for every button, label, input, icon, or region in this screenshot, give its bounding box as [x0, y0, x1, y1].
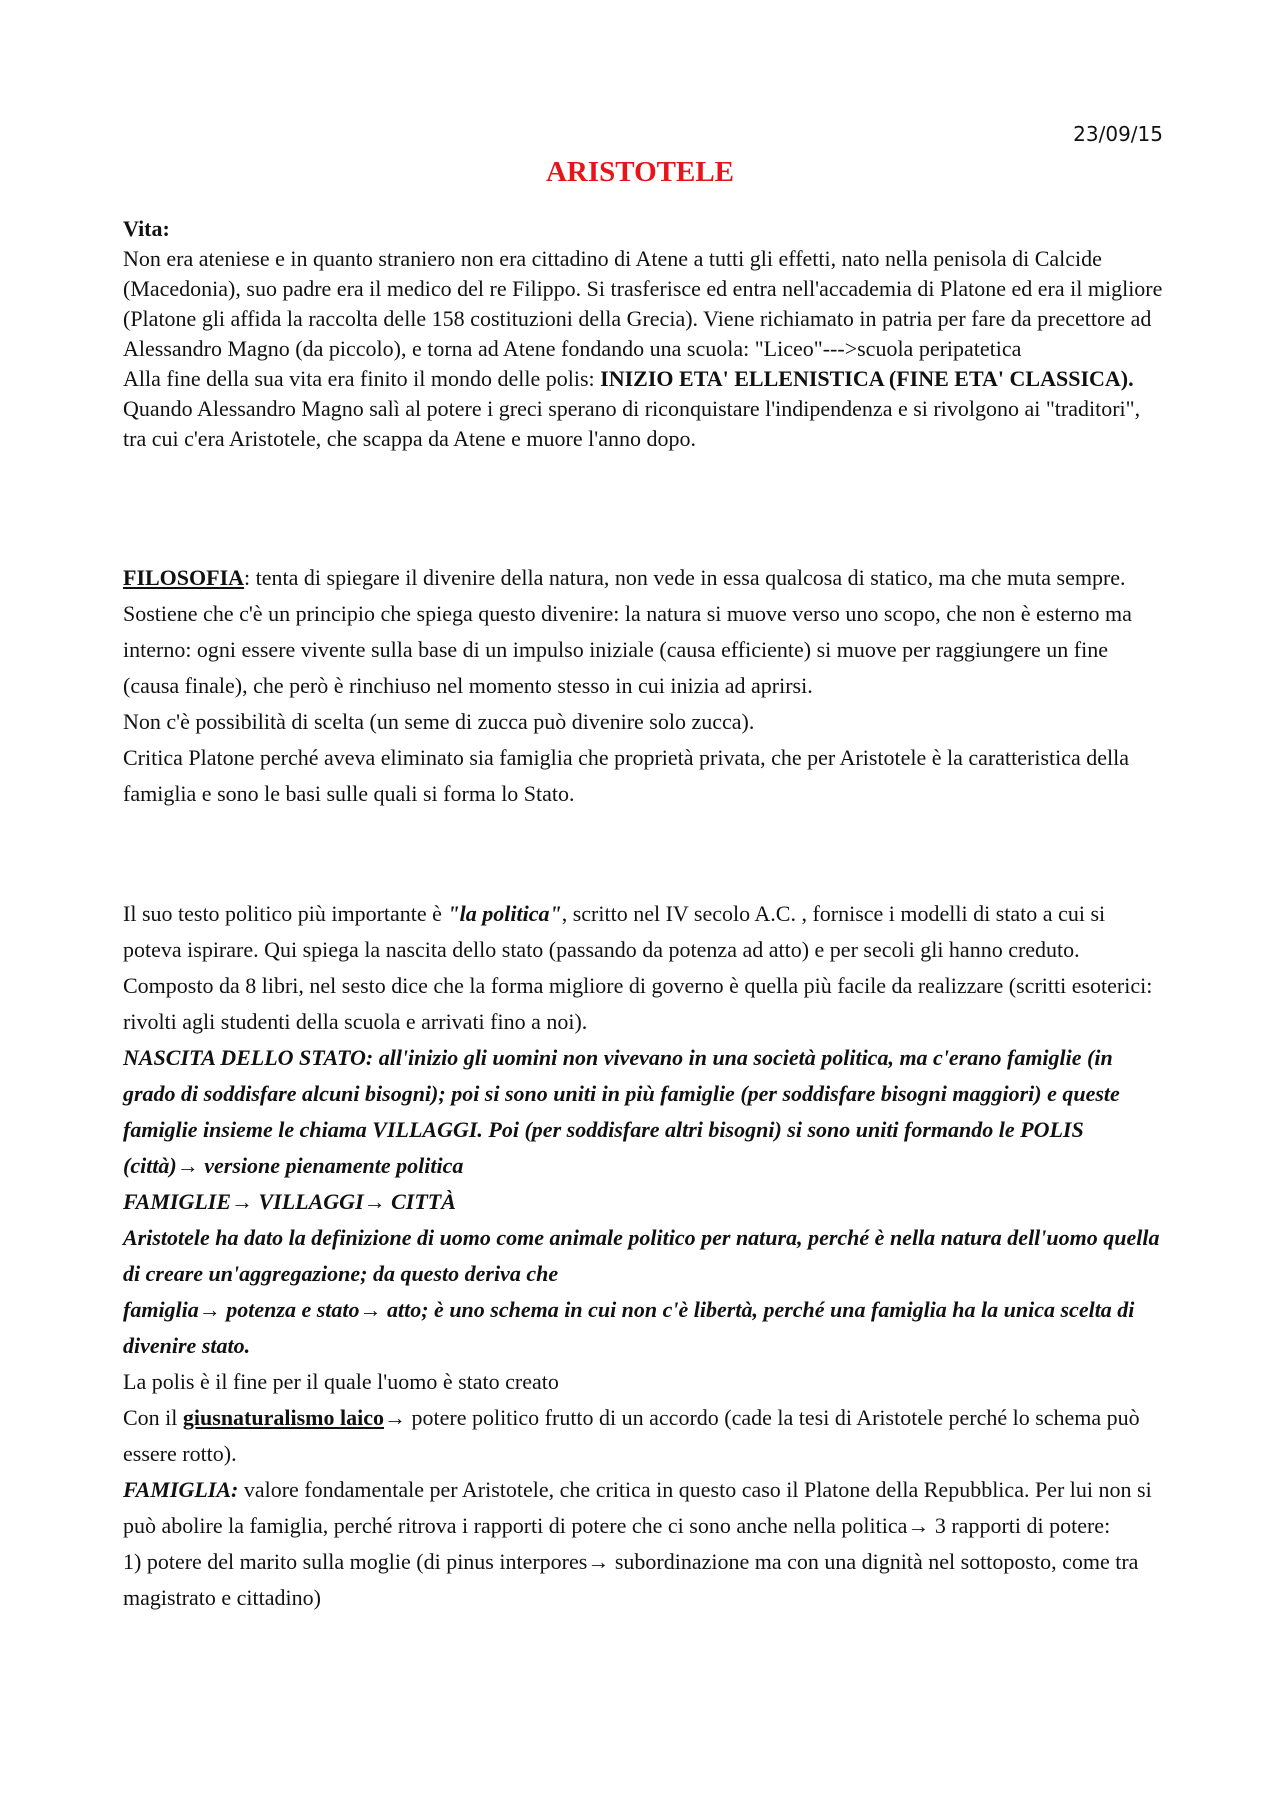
politica-paragraph-9-text: valore fondamentale per Aristotele, che critica in questo caso il Platone della Repubblica. Per lui non si può abolire la famiglia, perché ritrova i rapporti di potere che ci sono anche nella politica→ 3 rapporti di potere: — [123, 1477, 1152, 1538]
politica-paragraph-9 — [123, 1472, 1163, 1544]
politica-paragraph-1 — [123, 896, 1163, 968]
politica-animale-politico: Aristotele ha dato la definizione di uomo come animale politico per natura, perché è nella natura dell'uomo quella di creare un'aggregazione; da questo deriva che — [123, 1225, 1160, 1286]
politica-paragraph-7: La polis è il fine per il quale l'uomo è stato creato — [123, 1369, 559, 1394]
politica-paragraph-10: 1) potere del marito sulla moglie (di pinus interpores→ subordinazione ma con una dignità nel sottoposto, come tra magistrato e cittadino) — [123, 1549, 1139, 1610]
politica-paragraph-8-a: Con il — [123, 1405, 183, 1430]
filosofia-paragraph-1 — [123, 560, 1163, 704]
politica-paragraph-1-b: , scritto nel IV secolo A.C. , fornisce i modelli di stato a cui si poteva ispirare. Qui spiega la nascita dello stato (passando da potenza ad atto) e per secoli gli hanno creduto. — [123, 901, 1106, 962]
politica-schema: FAMIGLIE→ VILLAGGI→ CITTÀ — [123, 1189, 456, 1214]
vita-paragraph-2-text: Alla fine della sua vita era finito il mondo delle polis: — [123, 366, 601, 391]
vita-paragraph-1: Non era ateniese e in quanto straniero non era cittadino di Atene a tutti gli effetti, nato nella penisola di Calcide (Macedonia), suo padre era il medico del re Filippo. Si trasferisce ed entra nell'accademia di Platone ed era il migliore (Platone gli affida la raccolta delle 158 costituzioni della Grecia). Viene richiamato in patria per fare da precettore ad Alessandro Magno (da piccolo), e torna ad Atene fondando una scuola: "Liceo"--->scuola peripatetica — [123, 246, 1163, 361]
politica-paragraph-8 — [123, 1400, 1163, 1472]
politica-paragraph-8-b: → potere politico frutto di un accordo (cade la tesi di Aristotele perché lo schema può essere rotto). — [123, 1405, 1140, 1466]
document-title: ARISTOTELE — [545, 156, 735, 188]
politica-giusnaturalismo: giusnaturalismo laico — [182, 1405, 384, 1430]
filosofia-paragraph-1-text: : tenta di spiegare il divenire della natura, non vede in essa qualcosa di statico, ma che muta sempre. Sostiene che c'è un principio che spiega questo divenire: la natura si muove verso uno scopo, che non è esterno ma interno: ogni essere vivente sulla base di un impulso iniziale (causa efficiente) si muove per raggiungere un fine (causa finale), che però è rinchiuso nel momento stesso in cui inizia ad aprirsi. — [123, 565, 1132, 698]
vita-paragraph-3: Quando Alessandro Magno salì al potere i greci sperano di riconquistare l'indipendenza e si rivolgono ai "traditori", tra cui c'era Aristotele, che scappa da Atene e muore l'anno dopo. — [123, 396, 1141, 451]
vita-heading: Vita: — [123, 216, 170, 241]
vita-paragraph-2-bold: INIZIO ETA' ELLENISTICA (FINE ETA' CLASSICA). — [600, 366, 1134, 391]
politica-nascita-stato: NASCITA DELLO STATO: all'inizio gli uomini non vivevano in una società politica, ma c'erano famiglie (in grado di soddisfare alcuni bisogni); poi si sono uniti in più famiglie (per soddisfare bisogni maggiori) e queste famiglie insieme le chiama VILLAGGI. Poi (per soddisfare altri bisogni) si sono uniti formando le POLIS (città)→ versione pienamente politica — [123, 1045, 1120, 1178]
politica-paragraph-2: Composto da 8 libri, nel sesto dice che la forma migliore di governo è quella più facile da realizzare (scritti esoterici: rivolti agli studenti della scuola e arrivati fino a noi). — [123, 973, 1153, 1034]
politica-book-title: "la politica" — [447, 901, 562, 926]
filosofia-heading: FILOSOFIA — [123, 565, 245, 590]
politica-famiglia-stato: famiglia→ potenza e stato→ atto; è uno schema in cui non c'è libertà, perché una famiglia ha la unica scelta di divenire stato. — [123, 1297, 1135, 1358]
section-vita — [123, 214, 1163, 454]
section-politica — [123, 896, 1163, 1616]
politica-famiglia-heading: FAMIGLIA: — [123, 1477, 239, 1502]
politica-paragraph-1-a: Il suo testo politico più importante è — [123, 901, 448, 926]
document-date: 23/09/15 — [1073, 122, 1163, 146]
vita-paragraph-2 — [123, 364, 1163, 394]
section-filosofia — [123, 560, 1163, 812]
filosofia-paragraph-2: Non c'è possibilità di scelta (un seme di zucca può divenire solo zucca). — [123, 709, 755, 734]
filosofia-paragraph-3: Critica Platone perché aveva eliminato sia famiglia che proprietà privata, che per Aristotele è la caratteristica della famiglia e sono le basi sulle quali si forma lo Stato. — [123, 745, 1130, 806]
